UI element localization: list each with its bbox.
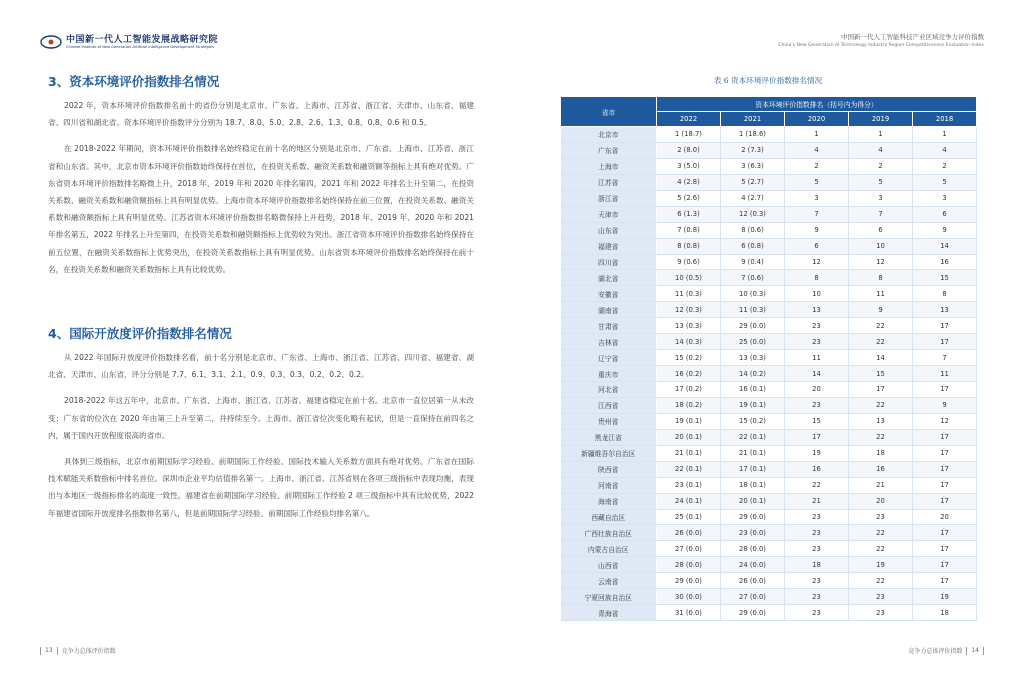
page-number-left: 13	[45, 647, 53, 654]
rank-cell: 17	[913, 429, 977, 445]
rank-cell: 14 (0.2)	[721, 366, 785, 382]
rank-cell: 23	[785, 318, 849, 334]
column-header-year: 2018	[913, 112, 977, 127]
province-cell: 陕西省	[561, 461, 657, 477]
rank-cell: 15 (0.2)	[721, 413, 785, 429]
rank-cell: 22	[785, 477, 849, 493]
rank-cell: 27 (0.0)	[657, 541, 721, 557]
rank-cell: 22	[849, 541, 913, 557]
province-cell: 甘肃省	[561, 318, 657, 334]
table-caption: 表 6 资本环境评价指数排名情况	[713, 76, 823, 85]
table-row	[561, 413, 977, 429]
rank-cell: 1	[849, 127, 913, 143]
rank-cell: 29 (0.0)	[721, 318, 785, 334]
rank-cell: 6 (1.3)	[657, 206, 721, 222]
rank-cell: 12 (0.3)	[657, 302, 721, 318]
province-cell: 青海省	[561, 605, 657, 621]
table-row	[561, 382, 977, 398]
logo-mark-icon	[40, 34, 62, 50]
rank-cell: 19 (0.1)	[657, 413, 721, 429]
rank-cell: 14 (0.3)	[657, 334, 721, 350]
rank-cell: 18	[785, 557, 849, 573]
province-cell: 重庆市	[561, 366, 657, 382]
table-row	[561, 525, 977, 541]
province-cell: 上海市	[561, 158, 657, 174]
table-row	[561, 127, 977, 143]
province-cell: 河北省	[561, 382, 657, 398]
province-cell: 广西壮族自治区	[561, 525, 657, 541]
table-row	[561, 302, 977, 318]
province-cell: 天津市	[561, 206, 657, 222]
rank-cell: 29 (0.0)	[721, 509, 785, 525]
rank-cell: 16	[913, 254, 977, 270]
section-3-body	[48, 97, 474, 278]
rank-cell: 20	[849, 493, 913, 509]
rank-cell: 20 (0.1)	[657, 429, 721, 445]
rank-cell: 3	[849, 190, 913, 206]
rank-cell: 16 (0.2)	[657, 366, 721, 382]
rank-cell: 18	[849, 445, 913, 461]
province-cell: 河南省	[561, 477, 657, 493]
section-4	[48, 326, 474, 342]
rank-cell: 6	[785, 238, 849, 254]
rank-cell: 20	[785, 382, 849, 398]
rank-cell: 12	[785, 254, 849, 270]
rank-cell: 8 (0.8)	[657, 238, 721, 254]
table-row	[561, 254, 977, 270]
province-cell: 浙江省	[561, 190, 657, 206]
table-row	[561, 238, 977, 254]
rank-cell: 5	[785, 174, 849, 190]
section-3-title: 3、资本环境评价指数排名情况	[48, 74, 220, 89]
table-row	[561, 158, 977, 174]
rank-cell: 13 (0.3)	[721, 350, 785, 366]
section-3	[48, 74, 474, 90]
section-3-paragraph: 2022 年，资本环境评价指数排名前十的省份分别是北京市、广东省、上海市、江苏省、浙江省、天津市、山东省、福建省、四川省和湖北省。资本环境评价指数评分分别为 18.7、8.0、5.0、2.8、2.6、1.3、0.8、0.8、0.6 和 0.5。	[48, 101, 474, 128]
province-cell: 黑龙江省	[561, 429, 657, 445]
footer-right	[908, 646, 984, 655]
rank-cell: 17	[913, 557, 977, 573]
rank-cell: 25 (0.0)	[721, 334, 785, 350]
rank-cell: 23 (0.1)	[657, 477, 721, 493]
rank-cell: 20 (0.1)	[721, 493, 785, 509]
rank-cell: 5 (2.7)	[721, 174, 785, 190]
rank-cell: 17	[913, 525, 977, 541]
rank-cell: 4	[913, 142, 977, 158]
table-row	[561, 350, 977, 366]
rank-cell: 17 (0.2)	[657, 382, 721, 398]
rank-cell: 7	[913, 350, 977, 366]
province-cell: 新疆维吾尔自治区	[561, 445, 657, 461]
table-row	[561, 206, 977, 222]
rank-cell: 16 (0.1)	[721, 382, 785, 398]
table-row	[561, 461, 977, 477]
rank-cell: 22	[849, 397, 913, 413]
column-header-province: 省市	[561, 97, 657, 127]
rank-cell: 1 (18.6)	[721, 127, 785, 143]
rank-cell: 21 (0.1)	[657, 445, 721, 461]
province-cell: 贵州省	[561, 413, 657, 429]
rank-cell: 15	[785, 413, 849, 429]
rank-cell: 21	[849, 477, 913, 493]
rank-cell: 29 (0.0)	[657, 573, 721, 589]
province-cell: 云南省	[561, 573, 657, 589]
table-row	[561, 286, 977, 302]
logo-chinese-name: 中国新一代人工智能发展战略研究院	[66, 34, 219, 45]
rank-cell: 10 (0.5)	[657, 270, 721, 286]
rank-cell: 11	[849, 286, 913, 302]
rank-cell: 23	[849, 605, 913, 621]
rank-cell: 7 (0.8)	[657, 222, 721, 238]
right-page	[512, 0, 1024, 695]
table-row	[561, 541, 977, 557]
rank-cell: 16	[849, 461, 913, 477]
rank-cell: 4	[849, 142, 913, 158]
section-4-title: 4、国际开放度评价指数排名情况	[48, 326, 232, 341]
rank-cell: 22	[849, 573, 913, 589]
table-row	[561, 589, 977, 605]
table-row	[561, 397, 977, 413]
rank-cell: 12	[913, 413, 977, 429]
rank-cell: 23 (0.0)	[721, 525, 785, 541]
rank-cell: 17	[913, 461, 977, 477]
rank-cell: 7 (0.6)	[721, 270, 785, 286]
rank-cell: 23	[785, 573, 849, 589]
rank-cell: 3	[913, 190, 977, 206]
rank-cell: 25 (0.1)	[657, 509, 721, 525]
section-4-paragraph: 从 2022 年国际开放度评价指数排名看，前十名分别是北京市、广东省、上海市、浙江省、江苏省、四川省、福建省、湖北省、天津市、山东省，评分分别是 7.7、6.1、3.1、2.1、0.9、0.3、0.3、0.2、0.2、0.2。	[48, 353, 474, 380]
rank-cell: 3	[785, 190, 849, 206]
rank-cell: 11	[785, 350, 849, 366]
province-cell: 广东省	[561, 142, 657, 158]
rank-cell: 10 (0.3)	[721, 286, 785, 302]
rank-cell: 2	[913, 158, 977, 174]
province-cell: 内蒙古自治区	[561, 541, 657, 557]
province-cell: 四川省	[561, 254, 657, 270]
rank-cell: 22	[849, 334, 913, 350]
rank-cell: 11	[913, 366, 977, 382]
table-row	[561, 222, 977, 238]
rank-cell: 10	[849, 238, 913, 254]
province-cell: 海南省	[561, 493, 657, 509]
rank-cell: 12	[849, 254, 913, 270]
rank-cell: 15	[913, 270, 977, 286]
province-cell: 北京市	[561, 127, 657, 143]
rank-cell: 23	[785, 541, 849, 557]
rank-cell: 5 (2.6)	[657, 190, 721, 206]
rank-cell: 18 (0.2)	[657, 397, 721, 413]
rank-cell: 4 (2.8)	[657, 174, 721, 190]
table-body	[561, 127, 977, 621]
rank-cell: 9	[785, 222, 849, 238]
rank-cell: 17 (0.1)	[721, 461, 785, 477]
section-3-paragraph: 在 2018-2022 年期间，资本环境评价指数排名始终稳定在前十名的地区分别是北京市、广东省、上海市、江苏省、浙江省和山东省。其中，北京市资本环境评价指数始终保持在首位，在投资关系数、融资关系数和融资额等指标上具有绝对优势。广东省资本环境评价指数排名略微上升，2018 年、2019 年和 2020 年排名第四，2021 年和 2022 年排名上升至第二，在投资关系数、融资关系数和融资额指标上具有明显优势。上海市资本环境评价指数排名始终保持在前三位置，在投资关系数、融资关系数和融资额指标上具有明显优势。江苏省资本环境评价指数排名略微保持上升趋势，2018 年、2019 年、2020 年和 2021 年排名第五，2022 年排名上升至第四，在投资关系数和融资额指标上优势较为突出。浙江省资本环境评价指数排名始终保持在前五位置，在融资关系数指标上优势突出，在投资关系数指标上具有明显优势。山东省资本环境评价指数排名始终保持在前十名，在投资关系数和融资关系数指标上具有比较优势。	[48, 144, 474, 274]
rank-cell: 18 (0.1)	[721, 477, 785, 493]
rank-cell: 28 (0.0)	[721, 541, 785, 557]
rank-cell: 21	[785, 493, 849, 509]
rank-cell: 2 (7.3)	[721, 142, 785, 158]
running-header-en: China's New Generation AI Technology Industry Region Competitiveness Evaluation Index	[778, 43, 984, 48]
institute-logo	[40, 34, 218, 50]
table-row	[561, 190, 977, 206]
rank-cell: 1	[785, 127, 849, 143]
rank-cell: 23	[785, 525, 849, 541]
rank-cell: 13	[849, 413, 913, 429]
rank-cell: 8	[849, 270, 913, 286]
rank-cell: 26 (0.0)	[657, 525, 721, 541]
rank-cell: 23	[849, 509, 913, 525]
rank-cell: 3 (5.0)	[657, 158, 721, 174]
rank-cell: 17	[913, 445, 977, 461]
province-cell: 吉林省	[561, 334, 657, 350]
rank-cell: 19	[913, 589, 977, 605]
province-cell: 安徽省	[561, 286, 657, 302]
rank-cell: 17	[913, 573, 977, 589]
rank-cell: 9	[849, 302, 913, 318]
table-row	[561, 477, 977, 493]
rank-cell: 4	[785, 142, 849, 158]
rank-cell: 8 (0.6)	[721, 222, 785, 238]
capital-environment-ranking-table	[560, 96, 977, 621]
table-row	[561, 174, 977, 190]
rank-cell: 13	[913, 302, 977, 318]
rank-cell: 29 (0.0)	[721, 605, 785, 621]
column-header-year: 2020	[785, 112, 849, 127]
rank-cell: 9 (0.6)	[657, 254, 721, 270]
section-4-paragraph: 具体到三级指标，北京市前期国际学习经验、前期国际工作经验、国际技术输入关系数方面具有绝对优势。广东省在国际技术赋能关系数指标中排名首位。深圳市企业平均估值排名第一。上海市、浙江省、江苏省则在各项三级指标中表现均衡，表现出与本地区一级指标排名的高度一致性。福建省在前期国际学习经验、前期国际工作经验 2 项三级指标中具有比较优势，2022 年福建省国际开放度排名指数排名第八，但是前期国际学习经验、前期国际工作经验均排名第八。	[48, 457, 474, 518]
rank-cell: 3 (6.3)	[721, 158, 785, 174]
footer-left-title: 竞争力总体评价指数	[61, 648, 116, 655]
rank-cell: 6	[913, 206, 977, 222]
table-row	[561, 366, 977, 382]
rank-cell: 17	[913, 334, 977, 350]
province-cell: 宁夏回族自治区	[561, 589, 657, 605]
table-row	[561, 270, 977, 286]
column-header-year: 2021	[721, 112, 785, 127]
rank-cell: 17	[913, 493, 977, 509]
rank-cell: 17	[849, 382, 913, 398]
rank-cell: 11 (0.3)	[721, 302, 785, 318]
rank-cell: 26 (0.0)	[721, 573, 785, 589]
rank-cell: 17	[913, 477, 977, 493]
rank-cell: 17	[785, 429, 849, 445]
table-row	[561, 557, 977, 573]
footer-right-title: 竞争力总体评价指数	[908, 648, 963, 655]
rank-cell: 28 (0.0)	[657, 557, 721, 573]
rank-cell: 6 (0.8)	[721, 238, 785, 254]
rank-cell: 23	[785, 397, 849, 413]
province-cell: 山东省	[561, 222, 657, 238]
rank-cell: 22 (0.1)	[657, 461, 721, 477]
rank-cell: 30 (0.0)	[657, 589, 721, 605]
rank-cell: 17	[913, 382, 977, 398]
rank-cell: 13 (0.3)	[657, 318, 721, 334]
rank-cell: 14	[785, 366, 849, 382]
logo-english-name: Chinese Institute of New Generation Artificial Intelligence Development Strategies	[66, 44, 215, 49]
rank-cell: 9	[913, 397, 977, 413]
province-cell: 江苏省	[561, 174, 657, 190]
rank-cell: 18	[913, 605, 977, 621]
rank-cell: 17	[913, 318, 977, 334]
table-row	[561, 318, 977, 334]
rank-cell: 22	[849, 318, 913, 334]
rank-cell: 22	[849, 525, 913, 541]
table-row	[561, 429, 977, 445]
table-row	[561, 493, 977, 509]
rank-cell: 22 (0.1)	[721, 429, 785, 445]
rank-cell: 6	[849, 222, 913, 238]
rank-cell: 13	[785, 302, 849, 318]
rank-cell: 19	[785, 445, 849, 461]
rank-cell: 14	[913, 238, 977, 254]
rank-cell: 19	[849, 557, 913, 573]
section-4-paragraph: 2018-2022 年这五年中，北京市、广东省、上海市、浙江省、江苏省、福建省稳定在前十名。北京市一直位居第一从未改变；广东省的位次在 2020 年由第三上升至第二，并持续至今。上海市、浙江省位次变化略有起伏，但是一直保持在前四名之内，属于国内开放程度很高的省市。	[48, 396, 474, 440]
table-row	[561, 605, 977, 621]
table-row	[561, 445, 977, 461]
rank-cell: 21 (0.1)	[721, 445, 785, 461]
rank-cell: 14	[849, 350, 913, 366]
rank-cell: 15	[849, 366, 913, 382]
rank-cell: 17	[913, 541, 977, 557]
rank-cell: 27 (0.0)	[721, 589, 785, 605]
rank-cell: 10	[785, 286, 849, 302]
column-header-year: 2022	[657, 112, 721, 127]
column-group-header: 资本环境评价指数排名（括号内为得分）	[657, 97, 977, 112]
rank-cell: 24 (0.0)	[721, 557, 785, 573]
rank-cell: 2 (8.0)	[657, 142, 721, 158]
rank-cell: 12 (0.3)	[721, 206, 785, 222]
rank-cell: 9 (0.4)	[721, 254, 785, 270]
province-cell: 福建省	[561, 238, 657, 254]
table-row	[561, 573, 977, 589]
rank-cell: 5	[913, 174, 977, 190]
rank-cell: 1	[913, 127, 977, 143]
table-row	[561, 334, 977, 350]
rank-cell: 2	[785, 158, 849, 174]
rank-cell: 23	[785, 334, 849, 350]
table-row	[561, 142, 977, 158]
rank-cell: 9	[913, 222, 977, 238]
rank-cell: 8	[913, 286, 977, 302]
rank-cell: 2	[849, 158, 913, 174]
province-cell: 湖南省	[561, 302, 657, 318]
rank-cell: 7	[849, 206, 913, 222]
rank-cell: 23	[785, 509, 849, 525]
footer-left	[40, 646, 116, 655]
page-number-right: 14	[971, 647, 979, 654]
province-cell: 西藏自治区	[561, 509, 657, 525]
rank-cell: 11 (0.3)	[657, 286, 721, 302]
rank-cell: 23	[849, 589, 913, 605]
rank-cell: 4 (2.7)	[721, 190, 785, 206]
province-cell: 湖北省	[561, 270, 657, 286]
rank-cell: 15 (0.2)	[657, 350, 721, 366]
rank-cell: 7	[785, 206, 849, 222]
rank-cell: 24 (0.1)	[657, 493, 721, 509]
rank-cell: 22	[849, 429, 913, 445]
table-row	[561, 509, 977, 525]
running-header-cn: 中国新一代人工智能科技产业区域竞争力评价指数	[841, 33, 984, 41]
section-4-body	[48, 349, 474, 522]
province-cell: 辽宁省	[561, 350, 657, 366]
province-cell: 江西省	[561, 397, 657, 413]
running-header	[778, 33, 984, 49]
rank-cell: 1 (18.7)	[657, 127, 721, 143]
province-cell: 山西省	[561, 557, 657, 573]
rank-cell: 8	[785, 270, 849, 286]
rank-cell: 23	[785, 605, 849, 621]
column-header-year: 2019	[849, 112, 913, 127]
rank-cell: 5	[849, 174, 913, 190]
rank-cell: 16	[785, 461, 849, 477]
rank-cell: 19 (0.1)	[721, 397, 785, 413]
rank-cell: 31 (0.0)	[657, 605, 721, 621]
rank-cell: 23	[785, 589, 849, 605]
rank-cell: 20	[913, 509, 977, 525]
